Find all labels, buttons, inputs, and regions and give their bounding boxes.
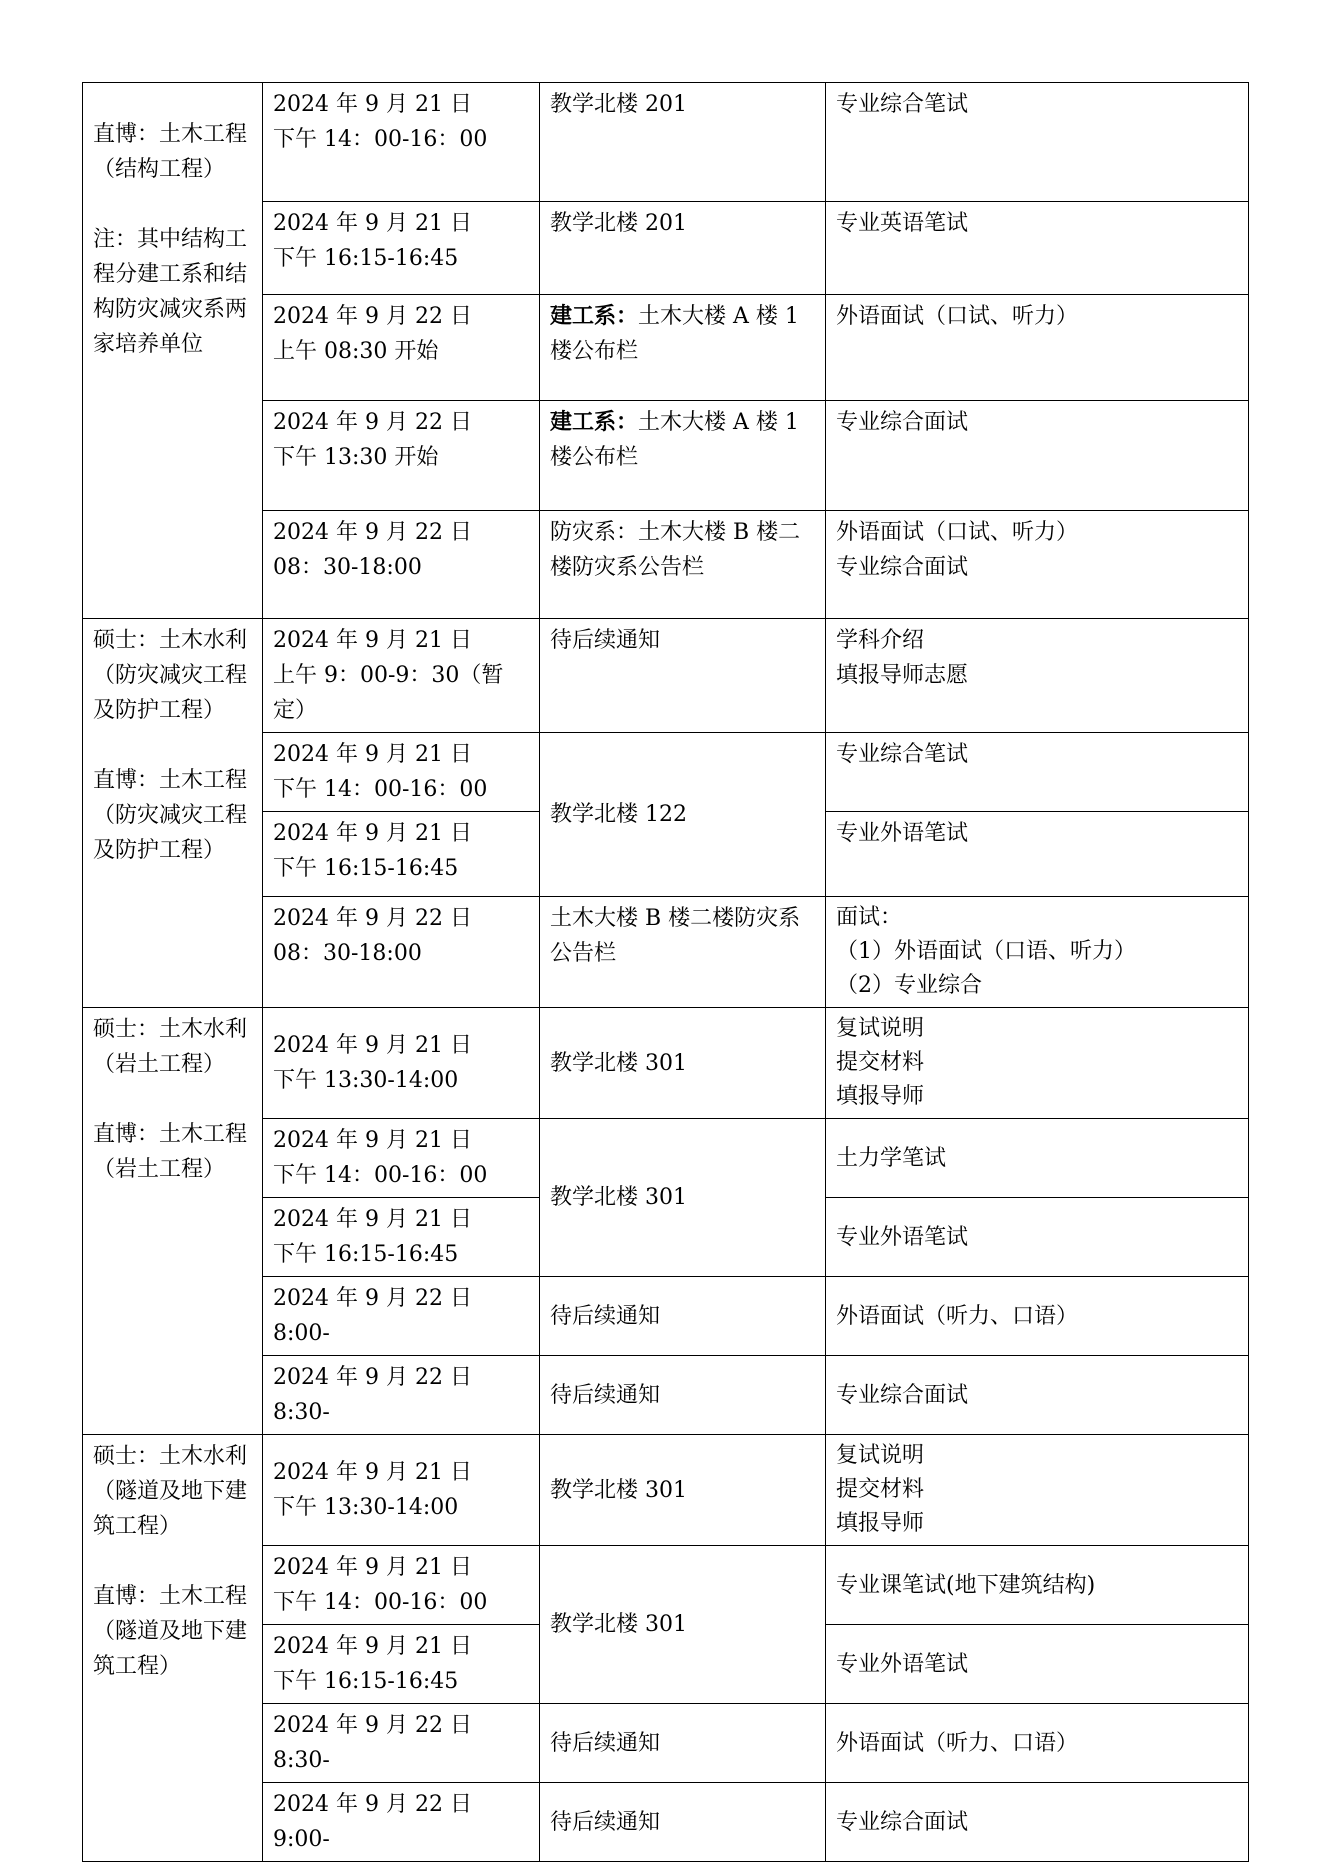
place-cell [540,1546,826,1704]
item-line: 专业综合面试 [836,410,969,435]
item-cell [826,1277,1249,1356]
time-range: 下午 16:15-16:45 [273,856,459,881]
item-cell [826,1008,1249,1119]
time-cell [263,1625,540,1704]
place-cell [540,1704,826,1783]
program-line: 硕士：土木水利（岩土工程） [93,1017,248,1077]
item-cell [826,619,1249,733]
time-range: 下午 14：00-16：00 [273,1590,488,1615]
program-line: 硕士：土木水利（隧道及地下建筑工程） [93,1444,248,1539]
time-cell [263,733,540,812]
time-range: 下午 13:30 开始 [273,445,439,470]
time-range: 上午 08:30 开始 [273,339,439,364]
program-cell [83,83,263,619]
program-gap [93,1082,252,1117]
item-line: 专业综合面试 [836,1382,969,1408]
place-text: 待后续通知 [550,1382,661,1408]
place-cell [540,1277,826,1356]
place-cell [540,83,826,202]
time-date: 2024 年 9 月 21 日 [273,1634,472,1659]
place-cell [540,1119,826,1277]
item-cell [826,812,1249,897]
program-cell [83,1008,263,1435]
time-range: 08：30-18:00 [273,555,422,580]
item-line: 专业英语笔试 [836,211,969,236]
place-cell [540,511,826,619]
time-date: 2024 年 9 月 21 日 [273,1555,472,1580]
place-cell [540,1356,826,1435]
item-line: 土力学笔试 [836,1145,947,1171]
place-cell [540,897,826,1008]
time-cell [263,1356,540,1435]
program-line: 直博：土木工程（隧道及地下建筑工程） [93,1584,248,1679]
table-row [83,1008,1249,1119]
schedule-table [82,82,1249,1862]
item-cell [826,295,1249,401]
table-row [83,619,1249,733]
place-text: 教学北楼 201 [550,92,687,117]
time-range: 8:30- [273,1400,330,1425]
item-line: 专业综合面试 [836,555,969,580]
item-cell [826,1198,1249,1277]
place-cell [540,295,826,401]
item-cell [826,897,1249,1008]
item-line: 专业外语笔试 [836,821,969,846]
time-cell [263,1435,540,1546]
program-gap [93,1544,252,1579]
place-cell [540,733,826,897]
time-range: 下午 13:30-14:00 [273,1495,459,1520]
item-line: 外语面试（口试、听力） [836,304,1079,329]
time-date: 2024 年 9 月 21 日 [273,821,472,846]
program-line: 直博：土木工程（岩土工程） [93,1122,248,1182]
time-cell [263,1546,540,1625]
place-cell [540,1008,826,1119]
item-line: 专业综合面试 [836,1809,969,1835]
item-line: 面试： [836,905,903,930]
time-cell [263,1008,540,1119]
place-label: 建工系： [550,409,639,435]
item-cell [826,1356,1249,1435]
item-line: 专业课笔试(地下建筑结构) [836,1572,1096,1598]
time-range: 9:00- [273,1827,330,1852]
item-cell [826,1435,1249,1546]
item-line: 外语面试（听力、口语） [836,1730,1079,1756]
place-cell [540,202,826,295]
time-range: 下午 16:15-16:45 [273,1669,459,1694]
program-gap [93,728,252,763]
place-text: 教学北楼 201 [550,211,687,236]
place-text: 待后续通知 [550,1303,661,1329]
time-date: 2024 年 9 月 21 日 [273,211,472,236]
place-text: 教学北楼 301 [550,1050,687,1076]
program-cell [83,1435,263,1862]
place-text: 待后续通知 [550,628,661,653]
item-line: 专业综合笔试 [836,742,969,767]
time-date: 2024 年 9 月 22 日 [273,520,472,545]
item-line: 复试说明 [836,1443,925,1468]
place-cell [540,1783,826,1862]
time-date: 2024 年 9 月 21 日 [273,1128,472,1153]
item-line: 填报导师 [836,1084,925,1109]
program-line: 直博：土木工程（结构工程） [93,122,248,182]
item-cell [826,733,1249,812]
time-range: 下午 16:15-16:45 [273,1242,459,1267]
time-date: 2024 年 9 月 22 日 [273,1792,472,1817]
place-text: 教学北楼 301 [550,1185,687,1210]
table-row [83,1435,1249,1546]
place-cell [540,1435,826,1546]
time-date: 2024 年 9 月 22 日 [273,304,472,329]
time-date: 2024 年 9 月 22 日 [273,906,472,931]
time-date: 2024 年 9 月 21 日 [273,1033,472,1058]
time-range: 下午 16:15-16:45 [273,246,459,271]
time-cell [263,897,540,1008]
time-cell [263,1783,540,1862]
item-cell [826,1119,1249,1198]
item-cell [826,1704,1249,1783]
item-line: 提交材料 [836,1050,925,1075]
item-line: 专业外语笔试 [836,1224,969,1250]
time-date: 2024 年 9 月 22 日 [273,1365,472,1390]
item-cell [826,202,1249,295]
item-cell [826,83,1249,202]
place-text: 教学北楼 122 [550,802,687,827]
time-range: 8:30- [273,1748,330,1773]
place-text: 待后续通知 [550,1809,661,1835]
time-cell [263,295,540,401]
program-gap [93,187,252,222]
item-cell [826,511,1249,619]
time-cell [263,202,540,295]
time-range: 08：30-18:00 [273,941,422,966]
place-text: 土木大楼 B 楼二楼防灾系公告栏 [550,906,801,966]
item-line: 复试说明 [836,1016,925,1041]
time-cell [263,1198,540,1277]
item-line: 外语面试（口试、听力） [836,520,1079,545]
item-cell [826,401,1249,511]
place-text: 教学北楼 301 [550,1477,687,1503]
item-line: 提交材料 [836,1477,925,1502]
time-cell [263,812,540,897]
program-line: 硕士：土木水利（防灾减灾工程及防护工程） [93,628,248,723]
time-range: 下午 14：00-16：00 [273,777,488,802]
place-text: 土木大楼 A 楼 1 楼公布栏 [550,410,799,470]
item-cell [826,1783,1249,1862]
time-cell [263,1119,540,1198]
time-range: 下午 14：00-16：00 [273,1163,488,1188]
item-line: 专业综合笔试 [836,92,969,117]
item-line: 外语面试（听力、口语） [836,1303,1079,1329]
time-range: 下午 14：00-16：00 [273,127,488,152]
time-date: 2024 年 9 月 21 日 [273,742,472,767]
place-text: 待后续通知 [550,1730,661,1756]
time-date: 2024 年 9 月 21 日 [273,1460,472,1485]
program-cell [83,619,263,1008]
time-cell [263,511,540,619]
place-text: 防灾系：土木大楼 B 楼二楼防灾系公告栏 [550,520,801,580]
time-cell [263,1277,540,1356]
time-date: 2024 年 9 月 21 日 [273,1207,472,1232]
time-range: 8:00- [273,1321,330,1346]
item-line: （2）专业综合 [836,973,982,998]
place-cell [540,401,826,511]
time-cell [263,401,540,511]
time-date: 2024 年 9 月 21 日 [273,92,472,117]
item-line: 专业外语笔试 [836,1651,969,1677]
item-line: （1）外语面试（口语、听力） [836,939,1136,964]
table-row [83,83,1249,202]
place-text: 土木大楼 A 楼 1 楼公布栏 [550,304,799,364]
time-cell [263,83,540,202]
time-date: 2024 年 9 月 22 日 [273,1713,472,1738]
place-label: 建工系： [550,303,639,329]
item-line: 学科介绍 [836,628,925,653]
item-line: 填报导师 [836,1511,925,1536]
item-cell [826,1546,1249,1625]
program-note: 注：其中结构工程分建工系和结构防灾减灾系两家培养单位 [93,227,248,357]
time-cell [263,619,540,733]
time-date: 2024 年 9 月 22 日 [273,1286,472,1311]
place-text: 教学北楼 301 [550,1612,687,1637]
place-cell [540,619,826,733]
time-cell [263,1704,540,1783]
time-range: 下午 13:30-14:00 [273,1068,459,1093]
time-range: 上午 9：00-9：30（暂定） [273,663,504,723]
time-date: 2024 年 9 月 22 日 [273,410,472,435]
program-line: 直博：土木工程（防灾减灾工程及防护工程） [93,768,248,863]
time-date: 2024 年 9 月 21 日 [273,628,472,653]
item-cell [826,1625,1249,1704]
item-line: 填报导师志愿 [836,663,969,688]
